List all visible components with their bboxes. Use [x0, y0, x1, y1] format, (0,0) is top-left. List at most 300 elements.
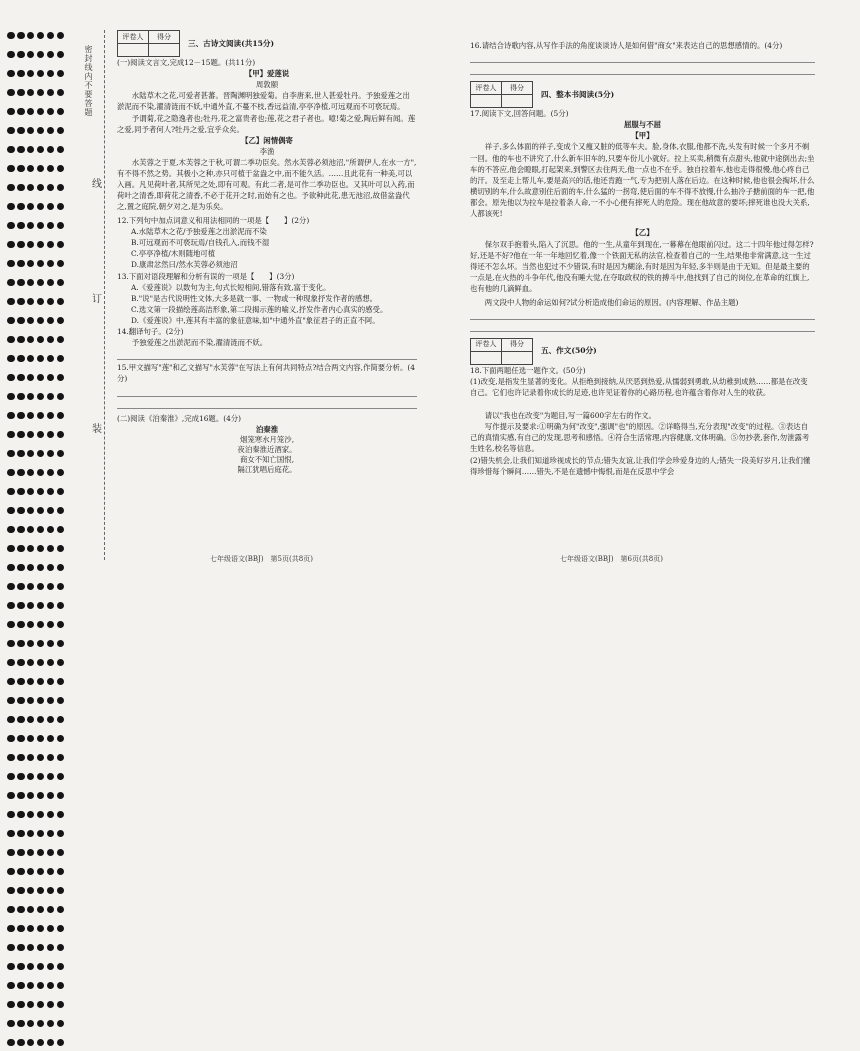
- binding-dot: [47, 1020, 55, 1028]
- binding-dot: [37, 830, 45, 838]
- binding-dot: [57, 754, 65, 762]
- binding-dot: [27, 507, 35, 515]
- binding-dot: [37, 963, 45, 971]
- binding-dot: [57, 830, 65, 838]
- jia-text-right: 祥子,多么体面的祥子,变成个又瘦又脏的低等车夫。脸,身体,衣服,他都不洗,头发有时候一个多月不剃一回。他的车也不讲究了,什么新车旧车的,只要车份儿小就好。拉上买卖,稍微有点甜头,他就中途倒出去;坐车的不答应,他会瞪眼,打起架来,到警区去住两天,他一点也不在乎。独自拉着车,他也走得很慢,他心疼自己的汗。及至走上帮儿车,要是高兴的话,他还肯跑一气,专为把别人落在后边。在这种时候,他也很会掏坏,什么横切别的车,什么故意别住后面的车,什么猛的一拐弯,使后面的车不得不放慢,什么抽冷子搪前面的车一把,他都会。原先他以为拉车是拉着条人命,一不小心便有摔死人的危险。现在他故意的要坏;摔死谁也没大关系,人都该死!: [470, 142, 815, 219]
- binding-dot: [17, 298, 25, 306]
- binding-dot: [7, 146, 15, 154]
- binding-dot: [47, 564, 55, 572]
- binding-dot: [37, 317, 45, 325]
- binding-dot: [7, 222, 15, 230]
- question-16: 16.请结合诗歌内容,从写作手法的角度谈谈诗人是如何借"商女"来表达自己的思想感情的。(4分): [470, 41, 783, 50]
- binding-dot: [17, 317, 25, 325]
- binding-dot: [17, 526, 25, 534]
- binding-dot: [47, 108, 55, 116]
- binding-dot: [47, 849, 55, 857]
- score-cell-empty[interactable]: [502, 95, 533, 108]
- score-cell-empty[interactable]: [471, 351, 502, 364]
- answer-line[interactable]: [117, 399, 417, 409]
- binding-dot: [7, 184, 15, 192]
- binding-dot: [7, 716, 15, 724]
- binding-dot: [7, 887, 15, 895]
- binding-dot: [7, 1020, 15, 1028]
- binding-dot: [27, 944, 35, 952]
- binding-dot: [37, 260, 45, 268]
- binding-dot: [17, 70, 25, 78]
- binding-dot: [57, 51, 65, 59]
- binding-dot: [7, 640, 15, 648]
- jia-tag: 【甲】爱莲说: [244, 69, 290, 79]
- binding-dot: [47, 507, 55, 515]
- binding-dot: [37, 51, 45, 59]
- binding-dot: [17, 108, 25, 116]
- binding-dot: [57, 545, 65, 553]
- page-5-footer: 七年级语文(BBJ) 第5页(共8页): [210, 555, 313, 563]
- yi-text-right: 保尔双手抱着头,陷入了沉思。他的一生,从童年到现在,一幕幕在他眼前闪过。这二十四年他过得怎样?好,还是不好?他在一年一年地回忆着,像一个铁面无私的法官,检查着自己的一生,结果他非常满意,这一生过得还不怎么坏。当然也犯过不少错误,有时是因为糊涂,有时是因为年轻,多半则是由于无知。但是最主要的一点是,在火热的斗争年代,他没有睡大觉,在夺取政权的铁的搏斗中,他找到了自己的岗位,在革命的红旗上,也有他的几滴鲜血。: [470, 239, 814, 293]
- binding-dot: [27, 32, 35, 40]
- binding-dot: [27, 127, 35, 135]
- binding-dot: [17, 659, 25, 667]
- binding-dot: [17, 697, 25, 705]
- score-table: [470, 81, 533, 108]
- answer-line[interactable]: [470, 53, 815, 63]
- binding-dot: [57, 621, 65, 629]
- q14-sentence: 予独爱莲之出淤泥而不染,濯清涟而不妖。: [131, 338, 268, 348]
- page-5: [117, 30, 417, 475]
- binding-dot: [7, 678, 15, 686]
- binding-dot: [7, 773, 15, 781]
- binding-dot: [57, 792, 65, 800]
- binding-dot: [7, 336, 15, 344]
- binding-dot: [47, 203, 55, 211]
- binding-dot: [7, 602, 15, 610]
- binding-dot: [27, 545, 35, 553]
- binding-dot: [47, 469, 55, 477]
- binding-dot: [7, 545, 15, 553]
- page-6: [470, 40, 815, 478]
- binding-dot: [57, 1020, 65, 1028]
- q18-prompt-2: (2)错失机会,让我们知道珍视成长的节点;错失友谊,让我们学会珍爱身边的人;错失一段美好岁月,让我们懂得珍惜每个瞬间……错失,不是在遗憾中悔恨,而是在反思中学会: [470, 455, 811, 476]
- binding-dot: [37, 108, 45, 116]
- binding-dot: [17, 868, 25, 876]
- binding-dot: [47, 678, 55, 686]
- score-cell-empty[interactable]: [118, 44, 149, 57]
- binding-dot: [47, 735, 55, 743]
- binding-dot: [17, 165, 25, 173]
- binding-label-ding: 订: [92, 294, 102, 305]
- binding-dot: [37, 70, 45, 78]
- binding-dot: [17, 640, 25, 648]
- binding-dot: [27, 336, 35, 344]
- binding-dot: [7, 735, 15, 743]
- binding-dots: [6, 25, 72, 1051]
- binding-dot: [7, 963, 15, 971]
- binding-dot: [47, 241, 55, 249]
- binding-dot: [27, 108, 35, 116]
- binding-dot: [37, 222, 45, 230]
- binding-dot: [37, 659, 45, 667]
- binding-dot: [47, 526, 55, 534]
- binding-dot: [57, 469, 65, 477]
- binding-dot: [47, 792, 55, 800]
- binding-line: [104, 30, 105, 560]
- binding-dot: [17, 431, 25, 439]
- binding-dot: [7, 659, 15, 667]
- binding-dot: [57, 583, 65, 591]
- binding-dot: [37, 450, 45, 458]
- binding-dot: [27, 222, 35, 230]
- binding-dot: [47, 1039, 55, 1047]
- binding-dot: [47, 222, 55, 230]
- binding-dot: [37, 716, 45, 724]
- binding-dot: [37, 735, 45, 743]
- binding-dot: [57, 773, 65, 781]
- q13-option: A.《爱莲说》以数句为主,句式长短相间,错落有致,富于变化。: [131, 282, 331, 292]
- part1-title: (一)阅读文言文,完成12－15题。(共11分): [117, 58, 256, 67]
- binding-dot: [17, 716, 25, 724]
- binding-dot: [27, 526, 35, 534]
- binding-dot: [57, 982, 65, 990]
- binding-dot: [57, 203, 65, 211]
- page-6-footer: 七年级语文(BBJ) 第6页(共8页): [560, 555, 663, 563]
- binding-dot: [27, 469, 35, 477]
- binding-dot: [57, 944, 65, 952]
- binding-dot: [57, 89, 65, 97]
- binding-dot: [57, 659, 65, 667]
- poem-title: 泊秦淮: [255, 424, 279, 434]
- q12-option: B.可远观而不可亵玩焉/自钱孔入,而钱不湿: [131, 238, 270, 248]
- binding-dot: [17, 374, 25, 382]
- binding-dot: [17, 32, 25, 40]
- binding-dot: [47, 925, 55, 933]
- binding-dot: [27, 602, 35, 610]
- binding-dot: [27, 165, 35, 173]
- question-17: 17.阅读下文,回答问题。(5分): [470, 109, 569, 119]
- binding-dot: [57, 887, 65, 895]
- binding-dot: [7, 849, 15, 857]
- binding-dot: [47, 488, 55, 496]
- binding-dot: [47, 336, 55, 344]
- binding-dot: [57, 925, 65, 933]
- poem-line: 烟笼寒水月笼沙,: [239, 434, 295, 444]
- binding-dot: [27, 811, 35, 819]
- binding-dot: [47, 450, 55, 458]
- binding-dot: [37, 868, 45, 876]
- binding-dot: [57, 279, 65, 287]
- score-cell-grader: 评卷人: [118, 31, 149, 44]
- binding-dot: [17, 830, 25, 838]
- score-table: [470, 338, 533, 365]
- binding-dot: [17, 89, 25, 97]
- binding-dot: [7, 260, 15, 268]
- answer-line[interactable]: [117, 387, 417, 397]
- binding-dot: [37, 887, 45, 895]
- binding-dot: [17, 545, 25, 553]
- binding-dot: [17, 222, 25, 230]
- section-title-4: 四、整本书阅读(5分): [541, 89, 615, 99]
- binding-dot: [17, 963, 25, 971]
- binding-dot: [7, 431, 15, 439]
- binding-dot: [47, 944, 55, 952]
- poem-line: 商女不知亡国恨,: [239, 454, 295, 464]
- binding-dot: [27, 849, 35, 857]
- binding-dot: [17, 488, 25, 496]
- binding-dot: [27, 412, 35, 420]
- binding-dot: [27, 317, 35, 325]
- binding-dot: [27, 830, 35, 838]
- jia-paragraph-2: 予谓菊,花之隐逸者也;牡丹,花之富贵者也;莲,花之君子者也。噫!菊之爱,陶后鲜有闻。莲之爱,同予者何人?牡丹之爱,宜乎众矣。: [117, 113, 416, 134]
- binding-dot: [37, 374, 45, 382]
- binding-dot: [27, 203, 35, 211]
- answer-line[interactable]: [470, 322, 815, 332]
- answer-line[interactable]: [117, 350, 417, 360]
- binding-dot: [27, 678, 35, 686]
- q17-ask: 两文段中人物的命运如何?试分析造成他们命运的原因。(内容理解、作品主题): [484, 297, 739, 307]
- score-cell-empty[interactable]: [471, 95, 502, 108]
- binding-dot: [57, 678, 65, 686]
- jia-paragraph-1: 水陆草木之花,可爱者甚蕃。晋陶渊明独爱菊。自李唐来,世人甚爱牡丹。予独爱莲之出淤泥而不染,濯清涟而不妖,中通外直,不蔓不枝,香远益清,亭亭净植,可远观而不可亵玩焉。: [117, 91, 410, 112]
- binding-dot: [57, 108, 65, 116]
- binding-dot: [37, 241, 45, 249]
- binding-dot: [47, 298, 55, 306]
- poem-line: 夜泊秦淮近酒家。: [237, 444, 297, 454]
- binding-dot: [57, 222, 65, 230]
- binding-dot: [17, 906, 25, 914]
- binding-dot: [57, 450, 65, 458]
- binding-dot: [17, 260, 25, 268]
- binding-dot: [47, 32, 55, 40]
- section-title-5: 五、作文(50分): [541, 346, 597, 356]
- binding-dot: [17, 583, 25, 591]
- binding-dot: [37, 355, 45, 363]
- binding-dot: [27, 716, 35, 724]
- binding-dot: [37, 412, 45, 420]
- score-row-3: [117, 30, 417, 57]
- question-18: 18.下面两题任选一题作文。(50分): [470, 365, 586, 375]
- binding-dot: [47, 431, 55, 439]
- poem-line: 隔江犹唱后庭花。: [237, 464, 297, 474]
- binding-dot: [47, 621, 55, 629]
- binding-dot: [27, 279, 35, 287]
- binding-dot: [27, 374, 35, 382]
- score-row-4: [470, 81, 815, 108]
- binding-dot: [37, 602, 45, 610]
- binding-dot: [37, 89, 45, 97]
- binding-dot: [37, 982, 45, 990]
- binding-dot: [7, 469, 15, 477]
- binding-dot: [17, 621, 25, 629]
- binding-dot: [7, 70, 15, 78]
- binding-dot: [37, 621, 45, 629]
- score-cell-score: 得分: [502, 82, 533, 95]
- binding-dot: [37, 583, 45, 591]
- binding-dot: [7, 830, 15, 838]
- binding-dot: [47, 963, 55, 971]
- binding-dot: [57, 393, 65, 401]
- binding-dot: [47, 830, 55, 838]
- binding-dot: [57, 260, 65, 268]
- binding-dot: [27, 51, 35, 59]
- binding-dot: [17, 678, 25, 686]
- binding-dot: [7, 203, 15, 211]
- binding-dot: [7, 279, 15, 287]
- binding-dot: [7, 811, 15, 819]
- binding-dot: [37, 469, 45, 477]
- binding-dot: [37, 944, 45, 952]
- binding-dot: [7, 32, 15, 40]
- binding-dot: [47, 70, 55, 78]
- binding-dot: [47, 906, 55, 914]
- binding-dot: [7, 944, 15, 952]
- binding-dot: [47, 374, 55, 382]
- binding-dot: [47, 260, 55, 268]
- binding-dot: [7, 317, 15, 325]
- binding-dot: [7, 792, 15, 800]
- binding-dot: [47, 697, 55, 705]
- score-row-5: [470, 338, 815, 365]
- binding-dot: [27, 621, 35, 629]
- binding-dot: [17, 279, 25, 287]
- binding-dot: [37, 906, 45, 914]
- binding-dot: [57, 431, 65, 439]
- binding-dot: [27, 1039, 35, 1047]
- binding-dot: [37, 1020, 45, 1028]
- binding-dot: [37, 564, 45, 572]
- binding-dot: [17, 792, 25, 800]
- binding-dot: [37, 773, 45, 781]
- score-cell-empty[interactable]: [502, 351, 533, 364]
- binding-dot: [7, 241, 15, 249]
- binding-dot: [37, 165, 45, 173]
- binding-dot: [7, 925, 15, 933]
- binding-dot: [7, 1039, 15, 1047]
- score-cell-score: 得分: [149, 31, 180, 44]
- q12-option: A.水陆草木之花/予独爱莲之出淤泥而不染: [131, 227, 267, 237]
- binding-dot: [57, 697, 65, 705]
- binding-dot: [37, 32, 45, 40]
- binding-dot: [27, 792, 35, 800]
- score-cell-empty[interactable]: [149, 44, 180, 57]
- binding-dot: [57, 963, 65, 971]
- binding-dot: [37, 431, 45, 439]
- binding-dot: [7, 374, 15, 382]
- answer-line[interactable]: [470, 310, 815, 320]
- binding-dot: [27, 184, 35, 192]
- binding-dot: [37, 184, 45, 192]
- binding-dot: [7, 697, 15, 705]
- binding-dot: [7, 754, 15, 762]
- binding-dot: [27, 963, 35, 971]
- binding-dot: [27, 583, 35, 591]
- binding-dot: [7, 393, 15, 401]
- binding-dot: [47, 583, 55, 591]
- binding-dot: [17, 241, 25, 249]
- binding-dot: [17, 507, 25, 515]
- binding-dot: [47, 868, 55, 876]
- binding-dot: [17, 336, 25, 344]
- binding-dot: [27, 773, 35, 781]
- binding-dot: [47, 773, 55, 781]
- binding-dot: [47, 412, 55, 420]
- binding-dot: [37, 678, 45, 686]
- binding-dot: [17, 450, 25, 458]
- binding-dot: [27, 70, 35, 78]
- binding-dot: [57, 317, 65, 325]
- yi-tag-right: 【乙】: [631, 228, 654, 238]
- binding-dot: [57, 564, 65, 572]
- binding-dot: [7, 564, 15, 572]
- binding-dot: [27, 241, 35, 249]
- question-12: 12.下列句中加点词意义和用法相同的一项是【 】(2分): [117, 215, 310, 225]
- binding-dot: [27, 868, 35, 876]
- binding-dot: [27, 735, 35, 743]
- score-table: [117, 30, 180, 57]
- question-14: 14.翻译句子。(2分): [117, 327, 184, 337]
- q12-option: C.亭亭净植/木则随地可植: [131, 249, 216, 259]
- binding-dot: [17, 811, 25, 819]
- binding-dot: [27, 146, 35, 154]
- q13-option: C.选文第一段描绘莲高洁形象,第二段揭示莲的喻义,抒发作者内心真实的感受。: [131, 304, 388, 314]
- score-cell-grader: 评卷人: [471, 338, 502, 351]
- binding-dot: [17, 1020, 25, 1028]
- binding-dot: [57, 127, 65, 135]
- binding-dot: [27, 906, 35, 914]
- binding-dot: [37, 849, 45, 857]
- binding-dot: [37, 127, 45, 135]
- reading-title: 屈服与不屈: [624, 120, 661, 130]
- binding-dot: [37, 279, 45, 287]
- binding-dot: [27, 355, 35, 363]
- binding-dot: [17, 203, 25, 211]
- q12-option: D.康肃忿然曰/然水芙蓉必须池沼: [131, 260, 238, 270]
- binding-dot: [47, 982, 55, 990]
- binding-dot: [7, 982, 15, 990]
- binding-dot: [57, 412, 65, 420]
- binding-dot: [7, 488, 15, 496]
- score-cell-grader: 评卷人: [471, 82, 502, 95]
- binding-dot: [37, 298, 45, 306]
- binding-dot: [47, 127, 55, 135]
- binding-label-zhuang: 装: [92, 424, 102, 435]
- binding-dot: [47, 146, 55, 154]
- binding-dot: [57, 640, 65, 648]
- binding-dot: [57, 906, 65, 914]
- binding-dot: [47, 811, 55, 819]
- binding-dot: [47, 393, 55, 401]
- binding-dot: [47, 887, 55, 895]
- binding-dot: [57, 507, 65, 515]
- binding-dot: [37, 393, 45, 401]
- binding-dot: [17, 1039, 25, 1047]
- binding-dot: [37, 545, 45, 553]
- binding-dot: [37, 697, 45, 705]
- binding-dot: [47, 640, 55, 648]
- binding-dot: [27, 1020, 35, 1028]
- binding-dot: [17, 564, 25, 572]
- q13-option: D.《爱莲说》中,莲其有丰富的象征意味,如"中通外直"象征君子的正直不阿。: [131, 315, 380, 325]
- binding-dot: [47, 355, 55, 363]
- binding-dot: [57, 716, 65, 724]
- binding-label-xian: 线: [92, 179, 102, 190]
- binding-dot: [57, 1001, 65, 1009]
- poem-body: [117, 435, 417, 475]
- question-15: 15.甲文描写"莲"和乙文描写"水芙蓉"在写法上有何共同特点?结合两文内容,作简要分析。(4分): [117, 363, 415, 384]
- binding-margin: [0, 0, 118, 595]
- binding-dot: [7, 621, 15, 629]
- answer-line[interactable]: [470, 65, 815, 75]
- binding-dot: [17, 944, 25, 952]
- jia-author: 周敦颐: [255, 80, 279, 90]
